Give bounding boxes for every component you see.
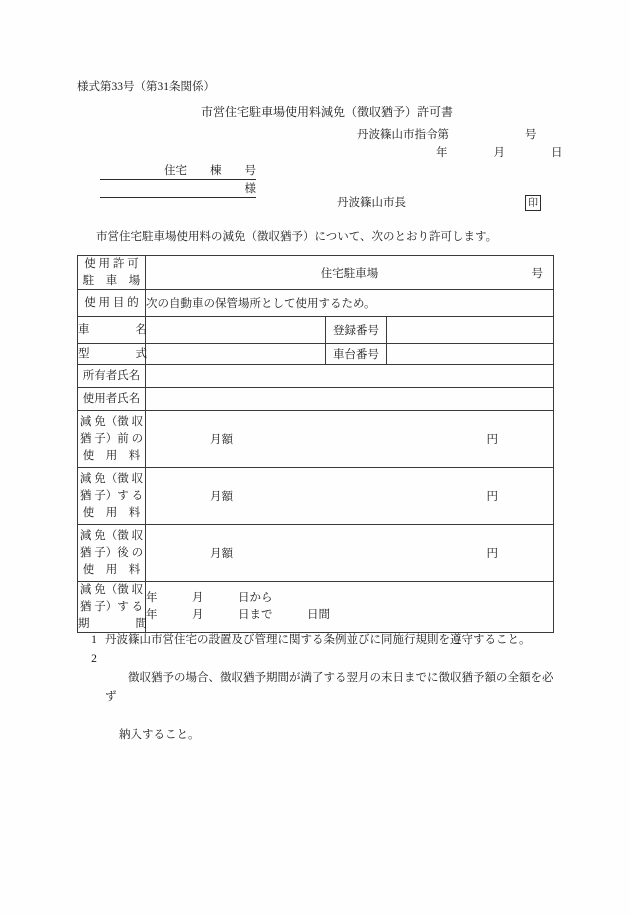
- row-label-line: 猶 子）前 の: [79, 433, 144, 445]
- seal-stamp-icon: 印: [525, 195, 541, 211]
- addressee-honorific: 様: [244, 183, 256, 195]
- row-label-line: 使 用 目 的: [84, 297, 139, 309]
- row-label-model: [78, 344, 146, 365]
- table-row: [78, 290, 554, 317]
- parking-lot-name: 住宅駐車場: [320, 267, 379, 280]
- row-label-line: 猶 子）後 の: [79, 547, 144, 559]
- table-row: [78, 388, 554, 411]
- row-label-fee-after: [78, 525, 146, 582]
- order-number-suffix: 号: [525, 129, 537, 141]
- row-label-line: 車 名: [78, 324, 147, 336]
- row-label-line: 減 免（徴 収: [79, 473, 144, 486]
- period-end-line: 年 月 日まで 日間: [146, 609, 330, 622]
- field-user-name[interactable]: [146, 388, 554, 411]
- addressee-address-text: 住宅 棟 号: [164, 165, 256, 177]
- table-row: [78, 317, 554, 344]
- row-label-line: 使 用 許 可: [84, 258, 139, 270]
- field-model[interactable]: [146, 344, 326, 365]
- note-number: 2: [91, 652, 97, 665]
- row-label-line: 使用者氏名: [82, 393, 141, 405]
- row-label-line: 使 用 料: [82, 449, 141, 462]
- field-period[interactable]: [146, 582, 554, 633]
- field-fee-reduced[interactable]: [146, 468, 554, 525]
- issue-date-line: 年 月 日: [436, 147, 563, 159]
- field-fee-after[interactable]: [146, 525, 554, 582]
- row-label-fee-before: [78, 411, 146, 468]
- row-label-line: 型 式: [78, 348, 147, 360]
- row-label-user-name: [78, 388, 146, 411]
- table-row: [78, 256, 554, 290]
- monthly-amount-label: 月額: [210, 548, 233, 561]
- table-row: [78, 344, 554, 365]
- row-label-line: 減 免（徴 収: [79, 530, 144, 543]
- note-text-main: 徴収猶予の場合、徴収猶予期間が満了する翌月の末日までに徴収猶予額の全額を必ず: [105, 671, 554, 703]
- row-label-line: 使 用 料: [82, 563, 141, 576]
- table-row: [78, 582, 554, 633]
- row-label-line: 所有者氏名: [82, 370, 141, 382]
- field-owner-name[interactable]: [146, 365, 554, 388]
- monthly-amount-label: 月額: [210, 434, 233, 447]
- table-row: [78, 365, 554, 388]
- row-label-fee-reduced: [78, 468, 146, 525]
- notes-list: [83, 631, 563, 783]
- table-row: [78, 411, 554, 468]
- field-fee-before[interactable]: [146, 411, 554, 468]
- list-item: [83, 631, 563, 650]
- row-value-purpose: 次の自動車の保管場所として使用するため。: [146, 290, 554, 317]
- addressee-address-line: [100, 162, 256, 180]
- row-label-parking: [78, 256, 146, 290]
- issuer-name: 丹波篠山市長: [337, 197, 406, 209]
- row-label-line: 猶 子）す る: [79, 601, 144, 614]
- period-start-line: 年 月 日から: [146, 591, 273, 604]
- intro-sentence: 市営住宅駐車場使用料の減免（徴収猶予）について、次のとおり許可します。: [96, 231, 498, 243]
- row-label-period: [78, 582, 146, 633]
- currency-unit: 円: [486, 491, 498, 504]
- monthly-amount-label: 月額: [210, 491, 233, 504]
- field-chassis-number[interactable]: [387, 344, 554, 365]
- row-label-line: 減 免（徴 収: [79, 584, 144, 597]
- row-value-parking[interactable]: [146, 256, 554, 290]
- form-number: 様式第33号（第31条関係）: [77, 81, 215, 93]
- field-car-name[interactable]: [146, 317, 326, 344]
- list-item: [83, 650, 563, 783]
- note-number: 1: [91, 634, 97, 646]
- row-label-line: 期 間: [78, 617, 147, 630]
- parking-lot-number-suffix: 号: [531, 267, 543, 280]
- currency-unit: 円: [486, 548, 498, 561]
- row-label-car-name: [78, 317, 146, 344]
- row-label-line: 使 用 料: [82, 506, 141, 519]
- row-label-line: 駐 車 場: [82, 274, 141, 287]
- table-row: [78, 525, 554, 582]
- row-label-chassis-number: 車台番号: [326, 344, 387, 365]
- addressee-name-line: [100, 180, 256, 198]
- row-label-line: 猶 子）す る: [79, 490, 144, 502]
- row-label-registration-number: 登録番号: [326, 317, 387, 344]
- table-row: [78, 468, 554, 525]
- note-text: [105, 650, 563, 783]
- row-label-owner-name: [78, 365, 146, 388]
- order-number-label: 丹波篠山市指令第: [357, 129, 449, 141]
- row-label-line: 減 免（徴 収: [79, 416, 144, 429]
- note-text: 丹波篠山市営住宅の設置及び管理に関する条例並びに同施行規則を遵守すること。: [105, 634, 531, 646]
- document-title: 市営住宅駐車場使用料減免（徴収猶予）許可書: [200, 105, 453, 119]
- note-text-continuation: 納入すること。: [119, 728, 200, 741]
- field-registration-number[interactable]: [387, 317, 554, 344]
- row-label-purpose: [78, 290, 146, 317]
- currency-unit: 円: [486, 434, 498, 447]
- permit-details-table: [77, 255, 554, 633]
